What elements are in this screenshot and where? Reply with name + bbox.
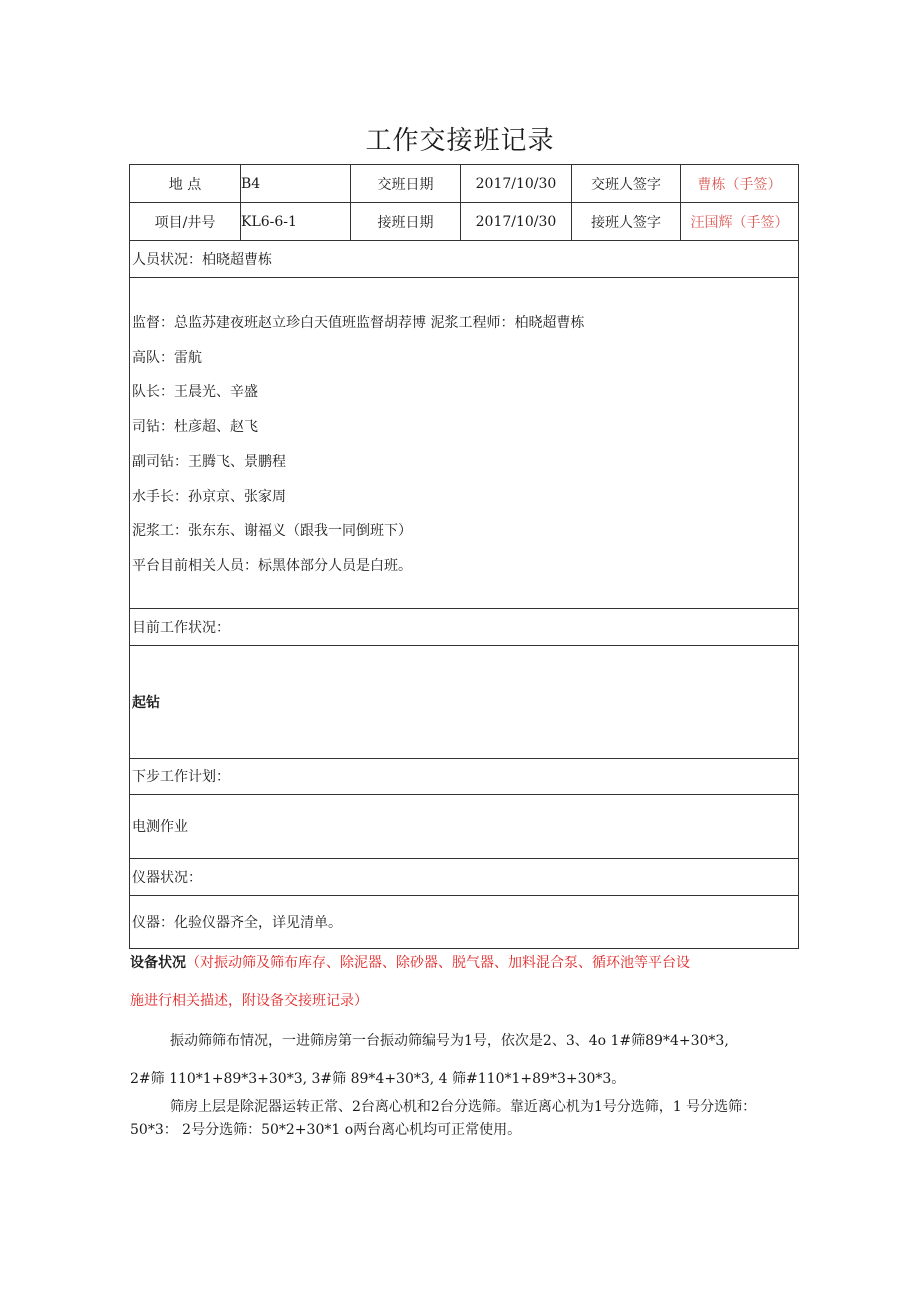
personnel-line: 水手长：孙京京、张家周 <box>132 488 286 505</box>
next-plan-value: 电测作业 <box>130 794 799 858</box>
handover-date-label: 交班日期 <box>351 165 461 203</box>
personnel-list <box>130 278 799 609</box>
equipment-label: 设备状况 <box>130 955 186 971</box>
instruments-value: 仪器：化验仪器齐全，详见清单。 <box>130 895 799 948</box>
shaker-screen-paragraph <box>130 1022 770 1098</box>
personnel-line: 高队：雷航 <box>132 349 202 366</box>
current-work-label: 目前工作状况： <box>130 608 799 645</box>
personnel-line: 泥浆工：张东东、谢福义（跟我一同倒班下） <box>132 523 412 540</box>
project-value: KL6-6-1 <box>241 203 351 241</box>
handover-date: 2017/10/30 <box>461 165 572 203</box>
handover-table <box>129 164 799 949</box>
equipment-heading <box>130 948 770 1016</box>
shaker-line-2: 2#筛 110*1+89*3+30*3, 3#筛 89*4+30*3, 4 筛#110*1+89*3+30*3。 <box>130 1071 626 1087</box>
takeover-date-label: 接班日期 <box>351 203 461 241</box>
personnel-line: 司钻：杜彦超、赵飞 <box>132 419 258 436</box>
equipment-note-cont: 施进行相关描述，附设备交接班记录） <box>130 993 368 1009</box>
personnel-line: 副司钻：王腾飞、景鹏程 <box>132 453 286 470</box>
handover-signer-label: 交班人签字 <box>572 165 681 203</box>
location-value: B4 <box>241 165 351 203</box>
handover-signer: 曹栋（手签） <box>681 165 799 203</box>
personnel-status-label: 人员状况：柏晓超曹栋 <box>130 241 799 278</box>
personnel-line: 监督：总监苏建夜班赵立珍白天值班监督胡荐博 泥浆工程师：柏晓超曹栋 <box>132 315 585 331</box>
next-plan-label: 下步工作计划： <box>130 758 799 794</box>
project-label: 项目/井号 <box>130 203 241 241</box>
screen-room-paragraph: 筛房上层是除泥器运转正常、2台离心机和2台分选筛。靠近离心机为1号分选筛，1 号分选筛：50*3： 2号分选筛：50*2+30*1 o两台离心机均可正常使用。 <box>130 1099 757 1138</box>
page-title: 工作交接班记录 <box>365 126 555 156</box>
takeover-signer: 汪国辉（手签） <box>681 203 799 241</box>
current-work-value: 起钻 <box>130 645 799 758</box>
personnel-line: 平台目前相关人员：标黑体部分人员是白班。 <box>132 557 412 574</box>
equipment-note: （对振动筛及筛布库存、除泥器、除砂器、脱气器、加料混合泵、循环池等平台设 <box>186 955 690 971</box>
location-label: 地 点 <box>130 165 241 203</box>
takeover-date: 2017/10/30 <box>461 203 572 241</box>
personnel-line: 队长：王晨光、辛盛 <box>132 384 258 401</box>
shaker-line-1: 振动筛筛布情况，一进筛房第一台振动筛编号为1号，依次是2、3、4o 1#筛89*4+30*3, <box>170 1033 729 1049</box>
instruments-label: 仪器状况： <box>130 858 799 895</box>
takeover-signer-label: 接班人签字 <box>572 203 681 241</box>
